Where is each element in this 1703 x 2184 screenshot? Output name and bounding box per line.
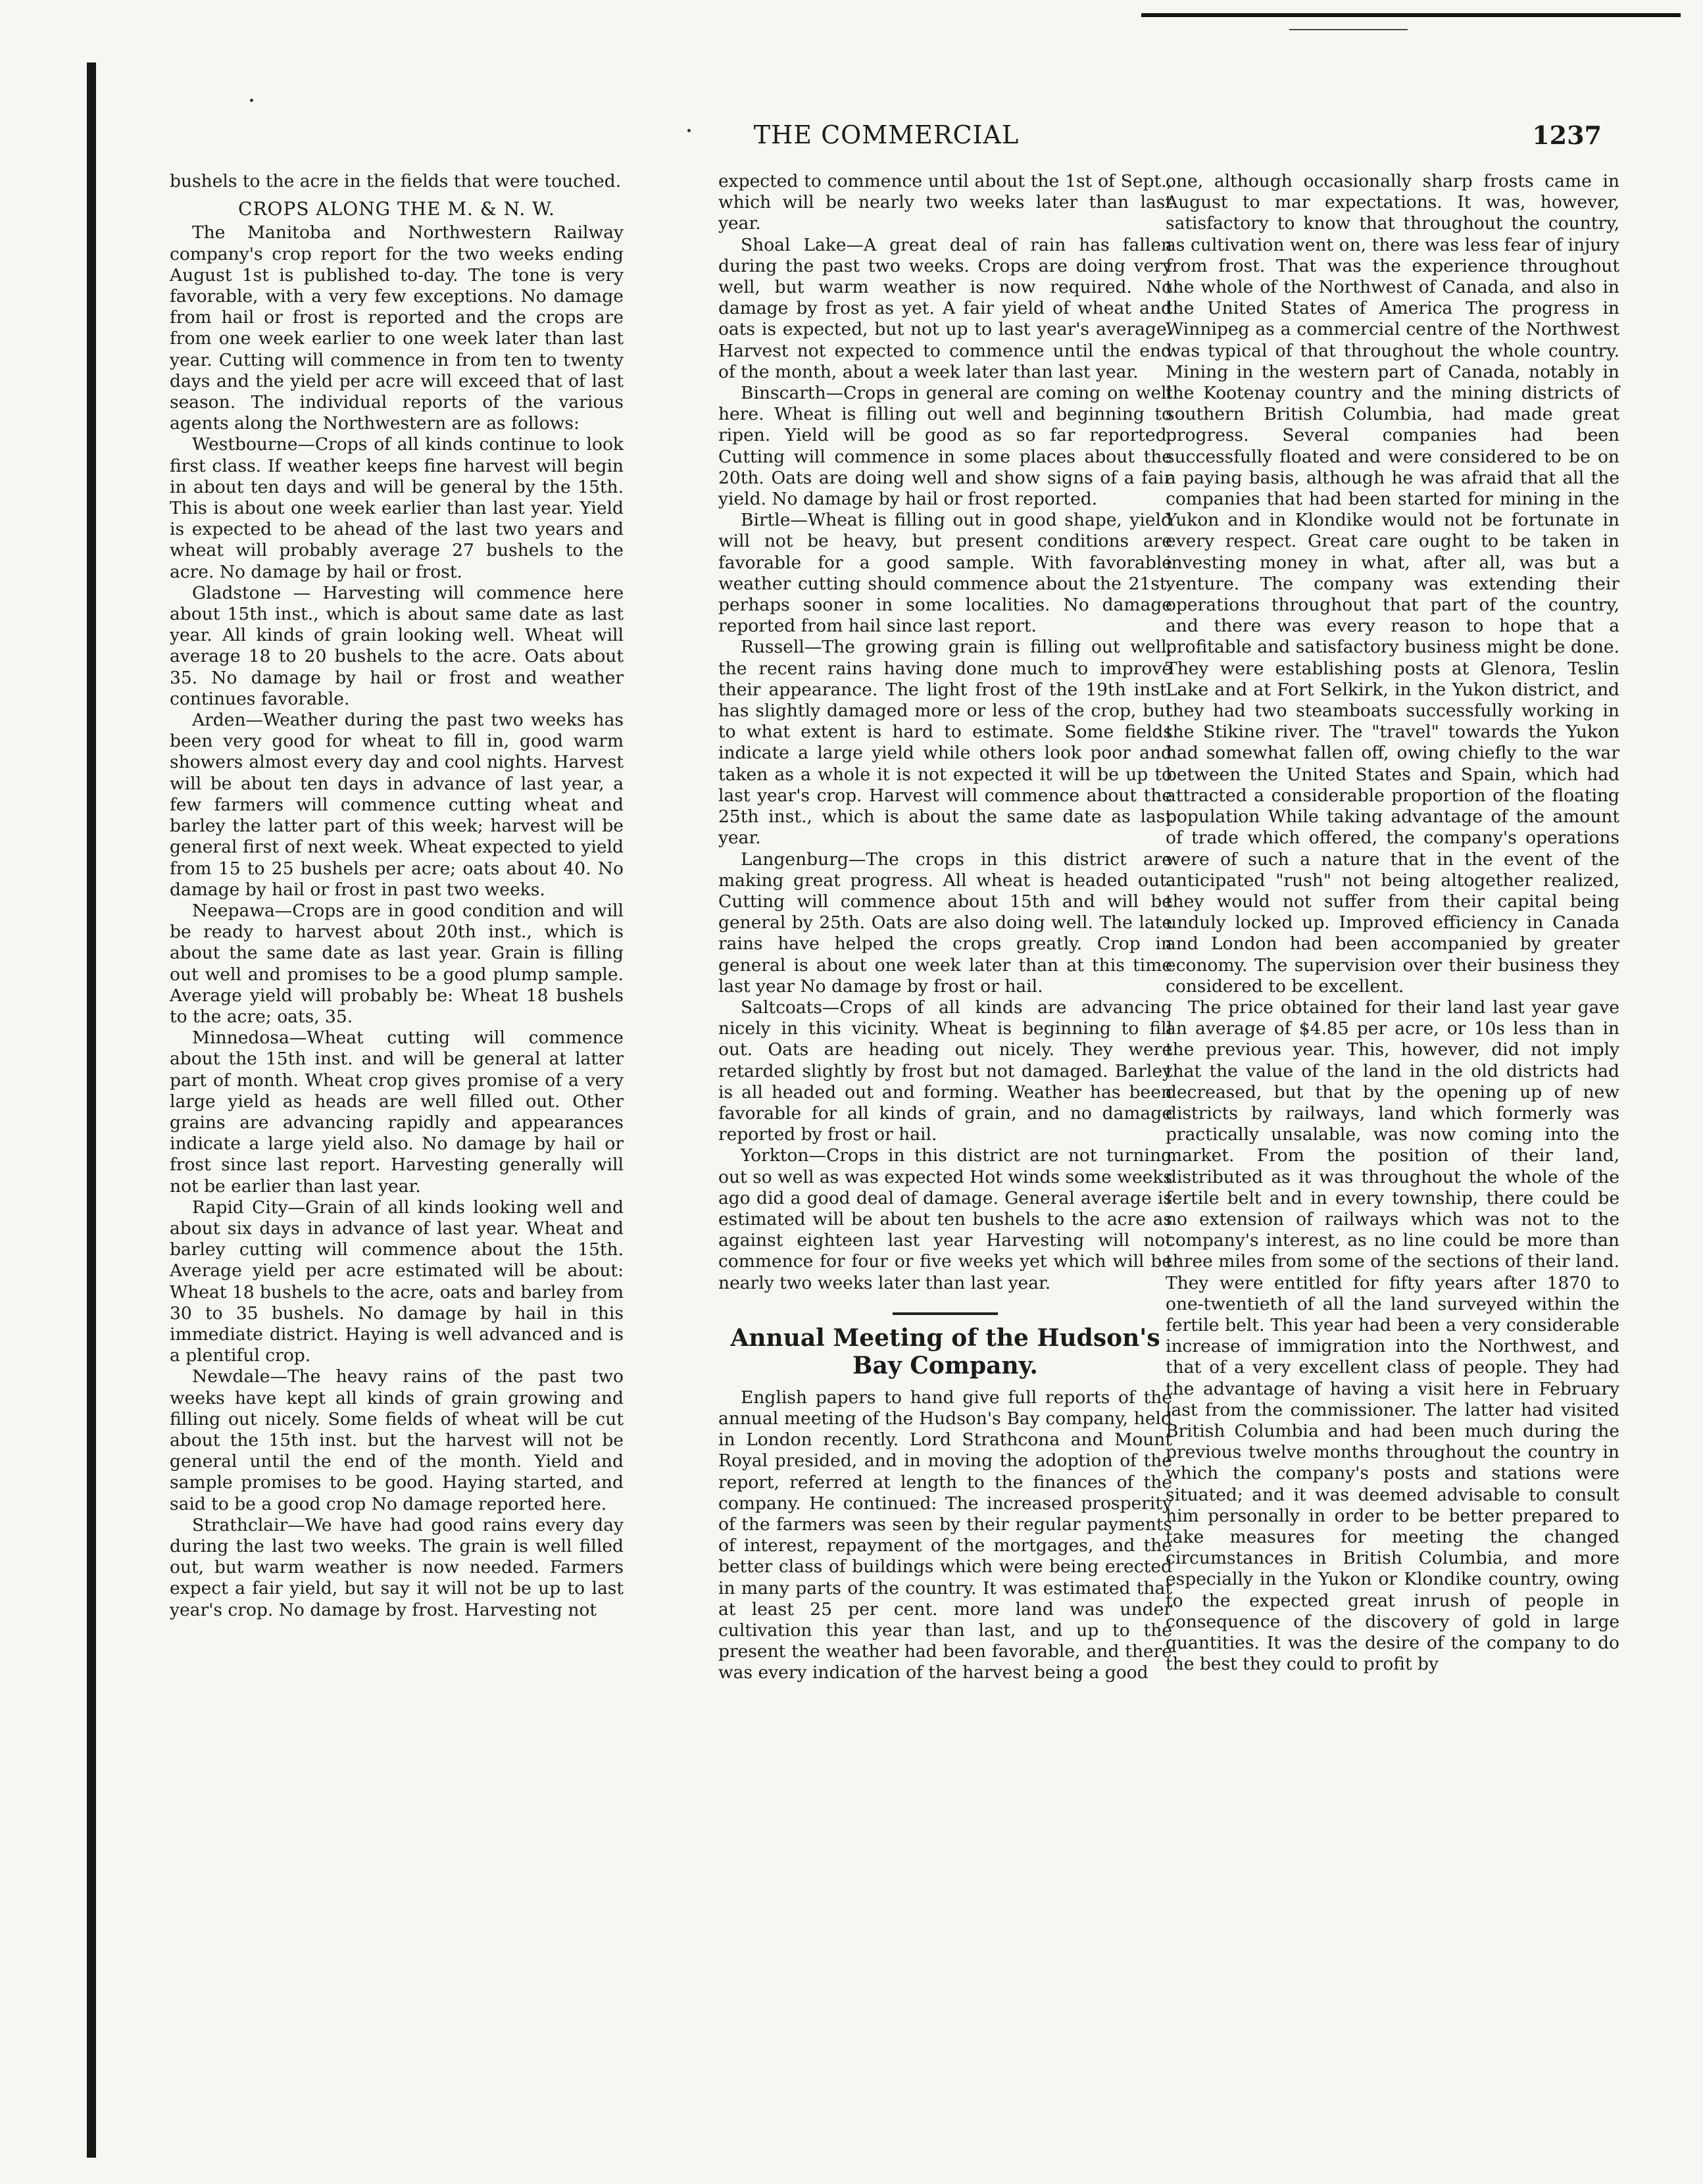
paragraph: one, although occasionally sharp frosts came in August to mar expectations. It was, however, satisfactory to know that throughout the country, as cultivation went on, there was less fear of injury from frost. That was the experience throughout the whole of the Northwest of Canada, and also in the United States of America The progress in Winnipeg as a commercial centre of the Northwest was typical of that throughout the whole country. Mining in the western part of Canada, notably in the Kootenay country and the mining districts of southern British Columbia, had made great progress. Several companies had been successfully floated and were considered to be on a paying basis, although he was afraid that all the companies that had been started for mining in the Yukon and in Klondike would not be fortunate in every respect. Great care ought to be taken in investing money in what, after all, was but a venture. The company was extending their operations throughout that part of the country, and there was every reason to hope that a profitable and satisfactory business might be done. They were establishing posts at Glenora, Teslin Lake and at Fort Selkirk, in the Yukon district, and they had two steamboats successfully working in the Stikine river. The "travel" towards the Yukon had somewhat fallen off, owing chiefly to the war between the United States and Spain, which had attracted a considerable proportion of the floating population While taking advantage of the amount of trade which offered, the company's operations were of such a nature that in the event of the anticipated "rush" not being altogether realized, they would not suffer from their capital being unduly locked up. Improved efficiency in Canada and London had been accompanied by greater economy. The supervision over their business they considered to be excellent. [1166, 171, 1619, 997]
paragraph: Neepawa—Crops are in good condition and will be ready to harvest about 20th inst., which is about the same date as last year. Grain is filling out well and promises to be a good plump sample. Average yield will probably be: Wheat 18 bushels to the acre; oats, 35. [170, 900, 624, 1027]
paragraph: The price obtained for their land last year gave an average of $4.85 per acre, or 10s less than in the previous year. This, however, did not imply that the value of the land in the old districts had decreased, but that by the opening up of new districts by railways, land which formerly was practically unsalable, was now coming into the market. From the position of their land, distributed as it was throughout the whole of the fertile belt and in every township, there could be no extension of railways which was not to the company's interest, as no line could be more than three miles from some of the sections of their land. They were entitled for fifty years after 1870 to one-twentieth of all the land surveyed within the fertile belt. This year had been a very considerable increase of immigration into the Northwest, and that of a very excellent class of people. They had the advantage of having a visit here in February last from the commissioner. The latter had visited British Columbia and had been much during the previous twelve months throughout the country in which the company's posts and stations were situated; and it was deemed advisable to consult him personally in order to be better prepared to take measures for meeting the changed circumstances in British Columbia, and more especially in the Yukon or Klondike country, owing to the expected great inrush of people in consequence of the discovery of gold in large quantities. It was the desire of the company to do the best they could to profit by [1166, 997, 1619, 1675]
text-column-1 [170, 171, 624, 1621]
paragraph: Birtle—Wheat is filling out in good shape, yield will not be heavy, but present conditions are favorable for a good sample. With favorable weather cutting should commence about the 21st, perhaps sooner in some localities. No damage reported from hail since last report. [718, 510, 1172, 637]
paragraph: Russell—The growing grain is filling out well, the recent rains having done much to improve their appearance. The light frost of the 19th inst. has slightly damaged more or less of the crop, but to what extent is hard to estimate. Some fields indicate a large yield while others look poor and taken as a whole it is not expected it will be up to last year's crop. Harvest will commence about the 25th inst., which is about the same date as last year. [718, 637, 1172, 849]
section-heading: CROPS ALONG THE M. & N. W. [238, 198, 555, 220]
paragraph: Yorkton—Crops in this district are not turning out so well as was expected Hot winds some weeks ago did a good deal of damage. General average is estimated will be about ten bushels to the acre as against eighteen last year Harvesting will not commence for four or five weeks yet which will be nearly two weeks later than last year. [718, 1145, 1172, 1293]
top-rule-dash [1289, 29, 1408, 30]
page-number: 1237 [1532, 120, 1602, 150]
top-rule [1141, 13, 1681, 17]
paragraph: Arden—Weather during the past two weeks has been very good for wheat to fill in, good warm showers almost every day and cool nights. Harvest will be about ten days in advance of last year, a few farmers will commence cutting wheat and barley the latter part of this week; harvest will be general first of next week. Wheat expected to yield from 15 to 25 bushels per acre; oats about 40. No damage by hail or frost in past two weeks. [170, 710, 624, 900]
binding-margin-bar [87, 62, 96, 2158]
paragraph: Rapid City—Grain of all kinds looking well and about six days in advance of last year. Wheat and barley cutting will commence about the 15th. Average yield per acre estimated will be about: Wheat 18 bushels to the acre, oats and barley from 30 to 35 bushels. No damage by hail in this immediate district. Haying is well advanced and is a plentiful crop. [170, 1197, 624, 1366]
paragraph: English papers to hand give full reports of the annual meeting of the Hudson's Bay company, held in London recently. Lord Strathcona and Mount Royal presided, and in moving the adoption of the report, referred at length to the finances of the company. He continued: The increased prosperity of the farmers was seen by their regular payments of interest, repayment of the mortgages, and the better class of buildings which were being erected in many parts of the country. It was estimated that at least 25 per cent. more land was under cultivation this year than last, and up to the present the weather had been favorable, and there was every indication of the harvest being a good [718, 1387, 1172, 1683]
text-column-2 [718, 171, 1172, 1684]
paragraph: Shoal Lake—A great deal of rain has fallen during the past two weeks. Crops are doing very well, but warm weather is now required. No damage by frost as yet. A fair yield of wheat and oats is expected, but not up to last year's average. Harvest not expected to commence until the end of the month, about a week later than last year. [718, 234, 1172, 382]
paragraph: Westbourne—Crops of all kinds continue to look first class. If weather keeps fine harvest will begin in about ten days and will be general by the 15th. This is about one week earlier than last year. Yield is expected to be ahead of the last two years and wheat will probably average 27 bushels to the acre. No damage by hail or frost. [170, 434, 624, 582]
paragraph: Saltcoats—Crops of all kinds are advancing nicely in this vicinity. Wheat is beginning to fill out. Oats are heading out nicely. They were retarded slightly by frost but not damaged. Barley is all headed out and forming. Weather has been favorable for all kinds of grain, and no damage reported by frost or hail. [718, 997, 1172, 1145]
paragraph: The Manitoba and Northwestern Railway company's crop report for the two weeks ending August 1st is published to-day. The tone is very favorable, with a very few exceptions. No damage from hail or frost is reported and the crops are from one week earlier to one week later than last year. Cutting will commence in from ten to twenty days and the yield per acre will exceed that of last season. The individual reports of the various agents along the Northwestern are as follows: [170, 222, 624, 434]
ink-speck [250, 99, 253, 102]
paragraph: expected to commence until about the 1st of Sept., which will be nearly two weeks later than last year. [718, 171, 1172, 234]
paragraph: Minnedosa—Wheat cutting will commence about the 15th inst. and will be general at latter part of month. Wheat crop gives promise of a very large yield as heads are well filled out. Other grains are advancing rapidly and appearances indicate a large yield also. No damage by hail or frost since last report. Harvesting generally will not be earlier than last year. [170, 1028, 624, 1197]
paragraph: Langenburg—The crops in this district are making great progress. All wheat is headed out. Cutting will commence about 15th and will be general by 25th. Oats are also doing well. The late rains have helped the crops greatly. Crop in general is about one week later than at this time last year No damage by frost or hail. [718, 849, 1172, 997]
running-head: THE COMMERCIAL [753, 120, 1020, 149]
paragraph: bushels to the acre in the fields that were touched. [170, 171, 622, 191]
paragraph: Strathclair—We have had good rains every day during the last two weeks. The grain is well filled out, but warm weather is now needed. Farmers expect a fair yield, but say it will not be up to last year's crop. No damage by frost. Harvesting not [170, 1514, 624, 1620]
page-header [171, 120, 1602, 153]
text-column-3 [1166, 171, 1619, 1675]
paragraph: Newdale—The heavy rains of the past two weeks have kept all kinds of grain growing and filling out nicely. Some fields of wheat will be cut about the 15th inst. but the harvest will not be general until the end of the month. Yield and sample promises to be good. Haying started, and said to be a good crop No damage reported here. [170, 1366, 624, 1514]
paragraph: Binscarth—Crops in general are coming on well here. Wheat is filling out well and beginning to ripen. Yield will be good as so far reported. Cutting will commence in some places about the 20th. Oats are doing well and show signs of a fair yield. No damage by hail or frost reported. [718, 383, 1172, 510]
paragraph: Gladstone — Harvesting will commence here about 15th inst., which is about same date as last year. All kinds of grain looking well. Wheat will average 18 to 20 bushels to the acre. Oats about 35. No damage by hail or frost and weather continues favorable. [170, 582, 624, 709]
article-title: Annual Meeting of the Hudson's Bay Company. [730, 1324, 1160, 1379]
article-divider [893, 1312, 998, 1315]
